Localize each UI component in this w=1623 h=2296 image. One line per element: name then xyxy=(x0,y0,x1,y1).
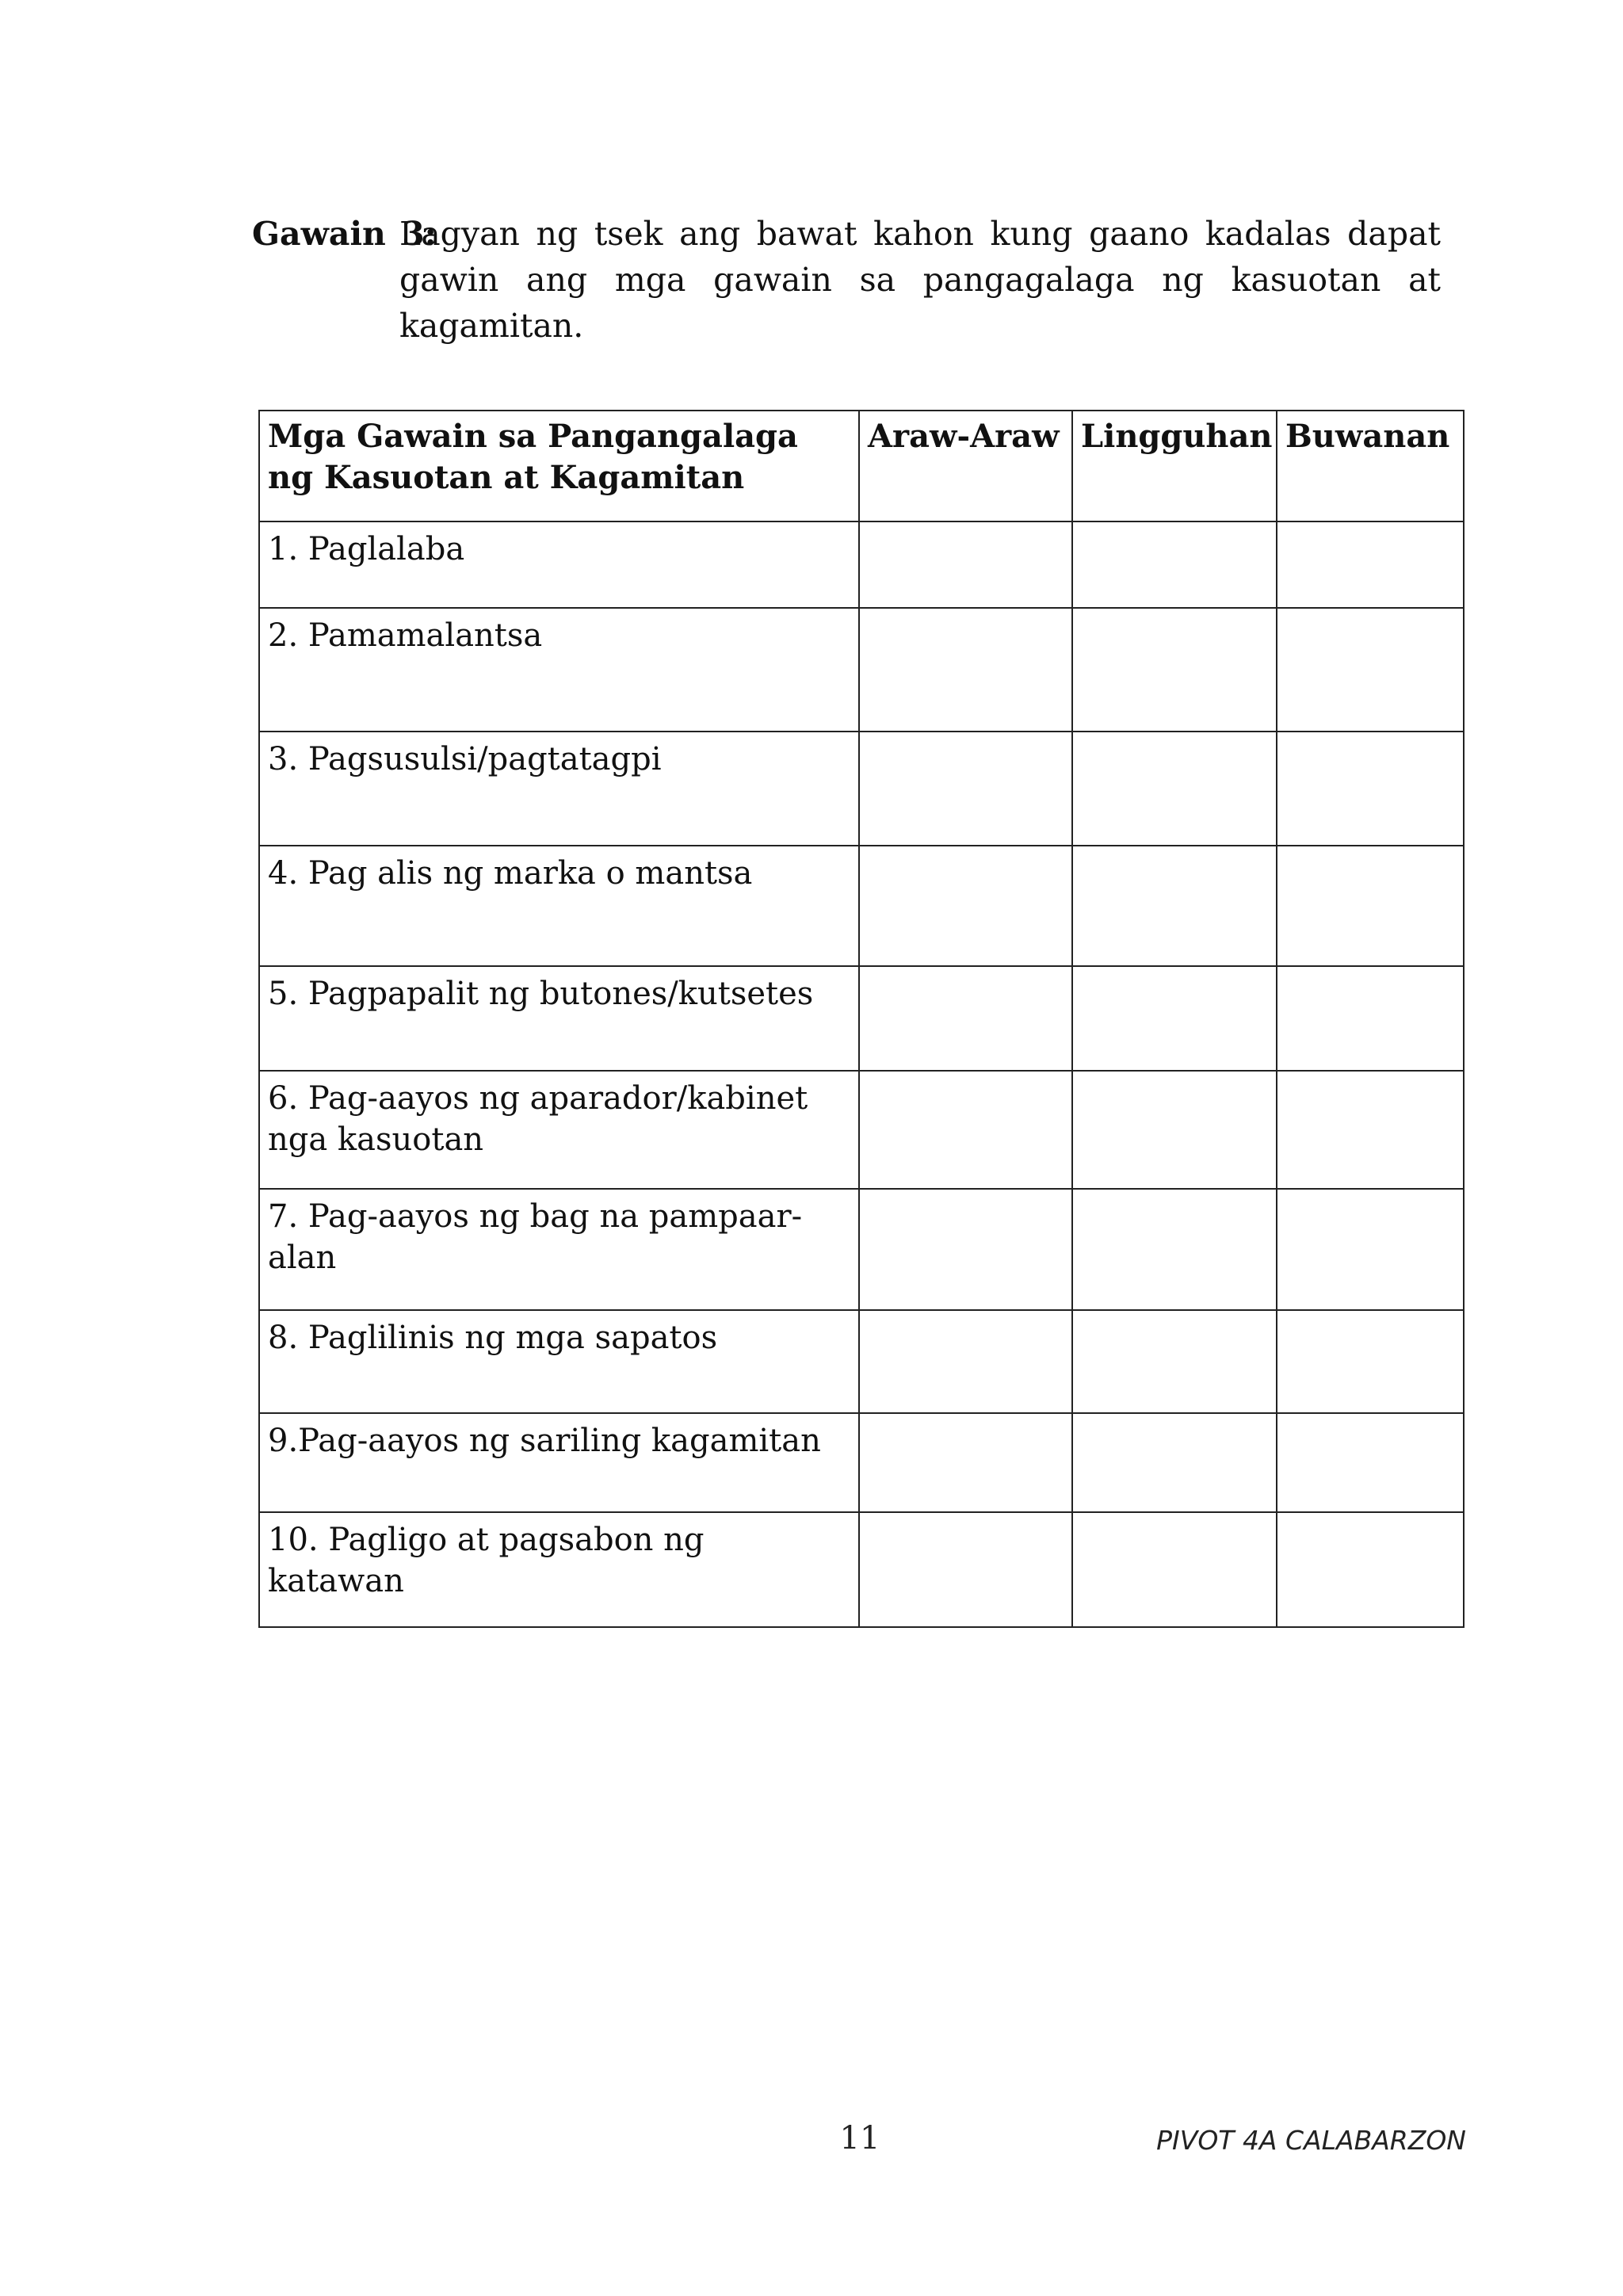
checkbox-cell-buwanan[interactable] xyxy=(1277,1413,1464,1512)
header-task: Mga Gawain sa Pangangalaga ng Kasuotan at Kagamitan xyxy=(259,411,859,521)
task-label: 3. Pagsusulsi/pagtatagpi xyxy=(259,732,859,846)
checkbox-cell-buwanan[interactable] xyxy=(1277,732,1464,846)
checkbox-cell-araw-araw[interactable] xyxy=(859,1189,1072,1310)
table-row xyxy=(259,732,1464,846)
header-araw-araw: Araw-Araw xyxy=(859,411,1072,521)
checkbox-cell-lingguhan[interactable] xyxy=(1072,1071,1277,1189)
checkbox-cell-lingguhan[interactable] xyxy=(1072,846,1277,966)
checkbox-cell-araw-araw[interactable] xyxy=(859,846,1072,966)
checkbox-cell-lingguhan[interactable] xyxy=(1072,1512,1277,1627)
checkbox-cell-lingguhan[interactable] xyxy=(1072,966,1277,1071)
checkbox-cell-buwanan[interactable] xyxy=(1277,1189,1464,1310)
checkbox-cell-lingguhan[interactable] xyxy=(1072,732,1277,846)
checkbox-cell-lingguhan[interactable] xyxy=(1072,521,1277,608)
checkbox-cell-buwanan[interactable] xyxy=(1277,1071,1464,1189)
checkbox-cell-buwanan[interactable] xyxy=(1277,846,1464,966)
checkbox-cell-buwanan[interactable] xyxy=(1277,521,1464,608)
task-label: 10. Pagligo at pagsabon ng katawan xyxy=(259,1512,859,1627)
checkbox-cell-araw-araw[interactable] xyxy=(859,1413,1072,1512)
footer-brand: PIVOT 4A CALABARZON xyxy=(1156,2125,1466,2156)
task-label: 2. Pamamalantsa xyxy=(259,608,859,732)
checkbox-cell-araw-araw[interactable] xyxy=(859,732,1072,846)
table-row xyxy=(259,1512,1464,1627)
checkbox-cell-buwanan[interactable] xyxy=(1277,1310,1464,1413)
task-label: 4. Pag alis ng marka o mantsa xyxy=(259,846,859,966)
table-row xyxy=(259,1310,1464,1413)
checkbox-cell-araw-araw[interactable] xyxy=(859,1512,1072,1627)
task-label: 1. Paglalaba xyxy=(259,521,859,608)
task-label: 8. Paglilinis ng mga sapatos xyxy=(259,1310,859,1413)
table-row xyxy=(259,608,1464,732)
table-row xyxy=(259,1189,1464,1310)
header-lingguhan: Lingguhan xyxy=(1072,411,1277,521)
checkbox-cell-araw-araw[interactable] xyxy=(859,1310,1072,1413)
checkbox-cell-lingguhan[interactable] xyxy=(1072,608,1277,732)
task-frequency-table xyxy=(258,410,1465,1628)
checkbox-cell-lingguhan[interactable] xyxy=(1072,1310,1277,1413)
table-row xyxy=(259,1071,1464,1189)
table-header-row xyxy=(259,411,1464,521)
checkbox-cell-buwanan[interactable] xyxy=(1277,608,1464,732)
checkbox-cell-lingguhan[interactable] xyxy=(1072,1413,1277,1512)
task-label: 7. Pag-aayos ng bag na pampaar-alan xyxy=(259,1189,859,1310)
task-label: 9.Pag-aayos ng sariling kagamitan xyxy=(259,1413,859,1512)
instruction-text: Lagyan ng tsek ang bawat kahon kung gaano kadalas dapat gawin ang mga gawain sa pangagalaga ng kasuotan at kagamitan. xyxy=(399,215,1441,345)
activity-label: Gawain 3: xyxy=(252,215,437,253)
table-row xyxy=(259,966,1464,1071)
checkbox-cell-lingguhan[interactable] xyxy=(1072,1189,1277,1310)
activity-instruction xyxy=(252,211,1441,349)
checkbox-cell-buwanan[interactable] xyxy=(1277,1512,1464,1627)
checkbox-cell-buwanan[interactable] xyxy=(1277,966,1464,1071)
task-label: 5. Pagpapalit ng butones/kutsetes xyxy=(259,966,859,1071)
table-row xyxy=(259,1413,1464,1512)
checkbox-cell-araw-araw[interactable] xyxy=(859,608,1072,732)
page-number: 11 xyxy=(839,2120,880,2157)
checkbox-cell-araw-araw[interactable] xyxy=(859,521,1072,608)
checkbox-cell-araw-araw[interactable] xyxy=(859,966,1072,1071)
table-row xyxy=(259,521,1464,608)
checkbox-cell-araw-araw[interactable] xyxy=(859,1071,1072,1189)
table-row xyxy=(259,846,1464,966)
task-label: 6. Pag-aayos ng aparador/kabinet nga kasuotan xyxy=(259,1071,859,1189)
header-buwanan: Buwanan xyxy=(1277,411,1464,521)
